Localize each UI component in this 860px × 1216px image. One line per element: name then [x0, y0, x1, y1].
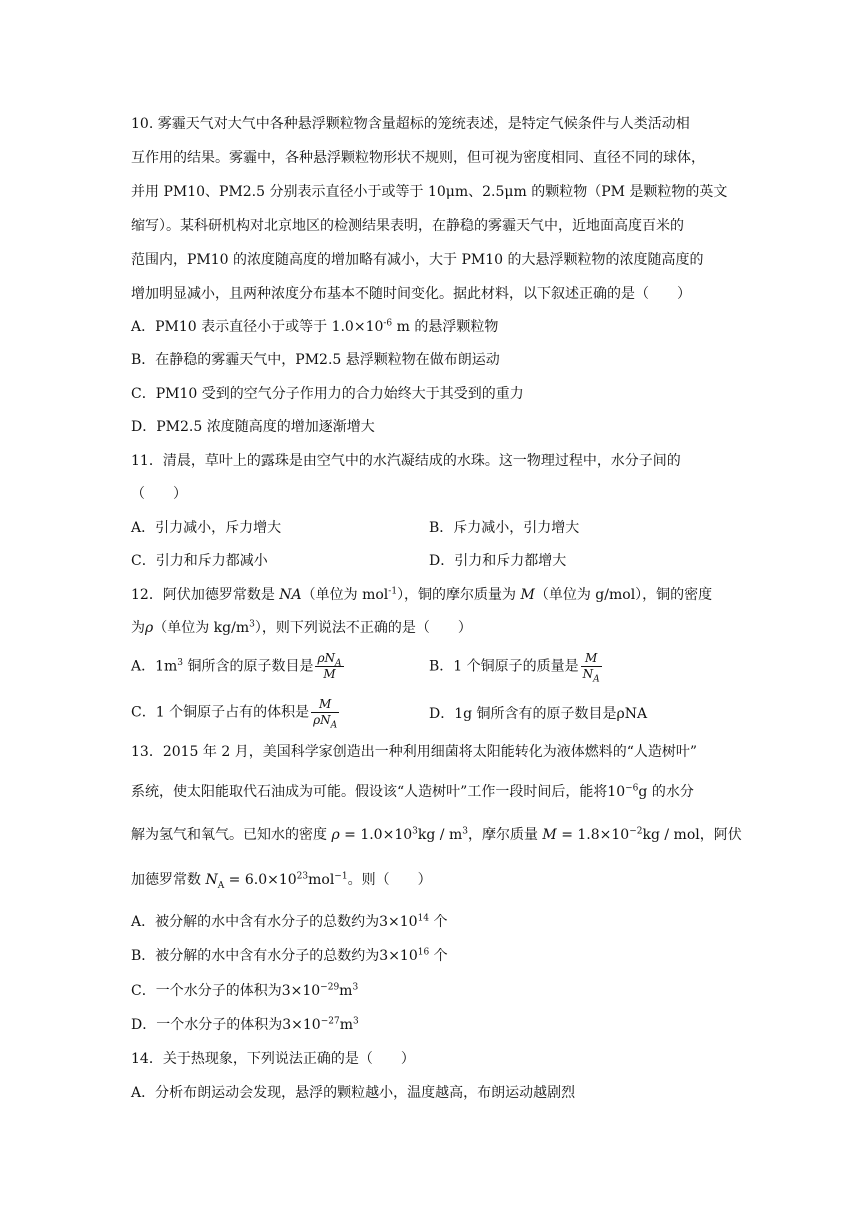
q10-option-a: A．PM10 表示直径小于或等于 $1.0\times 10^{-6}$ m 的悬浮颗粒物 — [131, 318, 499, 335]
q14-stem: 14．关于热现象，下列说法正确的是（ ） — [131, 1051, 415, 1067]
q10-line-6: 增加明显减小，且两种浓度分布基本不随时间变化。据此材料，以下叙述正确的是（ ） — [131, 286, 691, 302]
fraction-m-over-rho-na: $\frac{M}{\rho N_A}$ — [313, 697, 338, 731]
fraction-rho-na-over-m: $\frac{\rho N_A}{M}$ — [317, 651, 342, 681]
q13-option-d: D．一个水分子的体积为$3\times 10^{-27}m^3$ — [131, 1016, 359, 1033]
q12-stem-line-1: 12．阿伏加德罗常数是 NA（单位为 mol$^{-1}$），铜的摩尔质量为 M（单位为 g/mol），铜的密度 — [131, 586, 713, 603]
q13-option-c: C．一个水分子的体积为$3\times 10^{-29}m^3$ — [131, 982, 359, 999]
q12-option-a: A．$1m^3$ 铜所含的原子数目是 $\frac{\rho N_A}{M}$ — [131, 651, 342, 681]
fraction-m-over-na: $\frac{M}{N_A}$ — [582, 651, 600, 685]
q11-stem-line-2: （ ） — [131, 486, 187, 502]
q12-option-b: B．1 个铜原子的质量是 $\frac{M}{N_A}$ — [429, 651, 600, 685]
q10-line-1: 10. 雾霾天气对大气中各种悬浮颗粒物含量超标的笼统表述，是特定气候条件与人类活动相 — [131, 116, 690, 132]
q13-option-b: B．被分解的水中含有水分子的总数约为$3\times 10^{16}$ 个 — [131, 947, 448, 964]
q11-option-c: C．引力和斥力都减小 — [131, 553, 268, 569]
q12-option-d: D．1g 铜所含有的原子数目是ρNA — [429, 706, 648, 722]
q13-option-a: A．被分解的水中含有水分子的总数约为$3\times 10^{14}$ 个 — [131, 913, 448, 930]
q10-option-d: D．PM2.5 浓度随高度的增加逐渐增大 — [131, 419, 375, 435]
q10-line-3: 并用 PM10、PM2.5 分别表示直径小于或等于 10μm、2.5μm 的颗粒物（PM 是颗粒物的英文 — [131, 184, 728, 200]
q13-stem-line-2: 系统，使太阳能取代石油成为可能。假设该“人造树叶”工作一段时间后，能将$10^{-6}g$ 的水分 — [131, 783, 694, 800]
q10-option-c: C．PM10 受到的空气分子作用力的合力始终大于其受到的重力 — [131, 386, 524, 402]
q11-option-a: A．引力减小，斥力增大 — [131, 520, 282, 536]
q10-line-2: 互作用的结果。雾霾中，各种悬浮颗粒物形状不规则，但可视为密度相同、直径不同的球体， — [131, 150, 705, 166]
q13-stem-line-1: 13．2015 年 2 月，美国科学家创造出一种利用细菌将太阳能转化为液体燃料的“人造树叶” — [131, 744, 698, 760]
q11-option-d: D．引力和斥力都增大 — [429, 553, 567, 569]
q10-option-b: B．在静稳的雾霾天气中，PM2.5 悬浮颗粒物在做布朗运动 — [131, 352, 500, 368]
q10-line-4: 缩写）。某科研机构对北京地区的检测结果表明，在静稳的雾霾天气中，近地面高度百米的 — [131, 218, 684, 234]
q10-line-5: 范围内，PM10 的浓度随高度的增加略有减小，大于 PM10 的大悬浮颗粒物的浓度随高度的 — [131, 252, 704, 268]
q13-stem-line-3: 解为氢气和氧气。已知水的密度 $\rho = 1.0\times 10^3kg / m^3$，摩尔质量 $M = 1.8\times 10^{-2}kg$ / mol，阿伏 — [131, 826, 742, 843]
q14-option-a: A．分析布朗运动会发现，悬浮的颗粒越小，温度越高，布朗运动越剧烈 — [131, 1085, 576, 1101]
q12-option-c: C．1 个铜原子占有的体积是 $\frac{M}{\rho N_A}$ — [131, 697, 338, 731]
q13-stem-line-4: 加德罗常数 $N_A = 6.0\times 10^{23}mol^{-1}$。则（ ） — [131, 871, 432, 891]
q11-stem-line-1: 11．清晨，草叶上的露珠是由空气中的水汽凝结成的水珠。这一物理过程中，水分子间的 — [131, 453, 681, 469]
q11-option-b: B．斥力减小，引力增大 — [429, 520, 580, 536]
q12-stem-line-2: 为ρ（单位为 $kg/m^3$），则下列说法不正确的是（ ） — [131, 619, 472, 636]
